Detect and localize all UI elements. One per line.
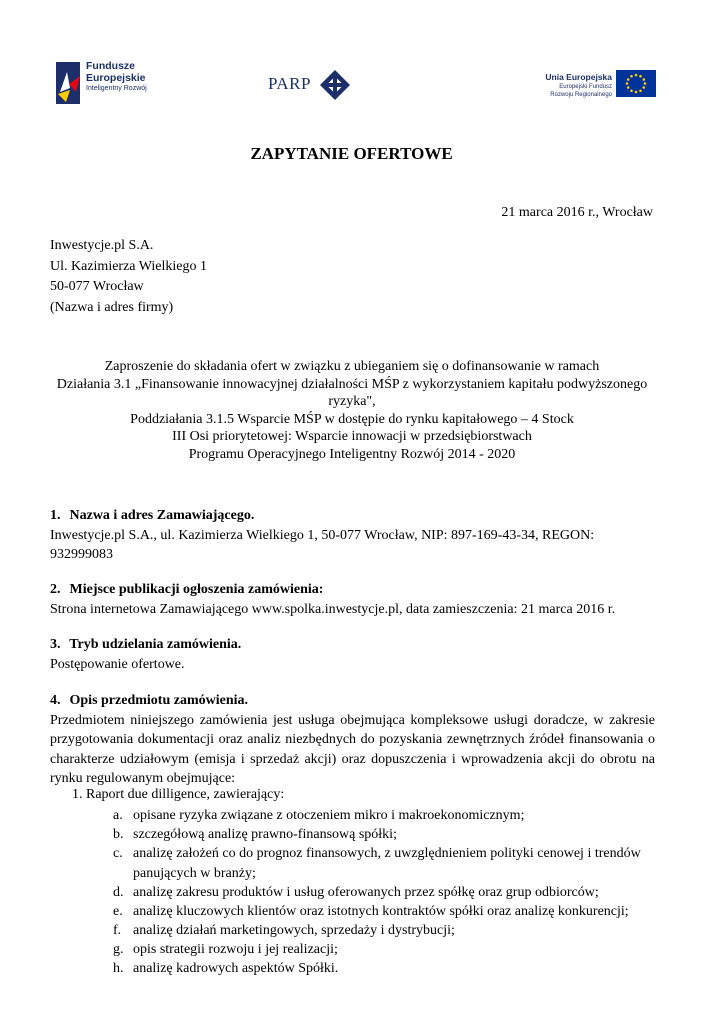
address-line: 50-077 Wrocław [50, 279, 144, 294]
ue-logo-line1: Unia Europejska [545, 72, 612, 82]
company-address [50, 236, 207, 318]
section-4 [50, 691, 655, 789]
document-date: 21 marca 2016 r., Wrocław [501, 205, 653, 220]
section-number: 1. [50, 508, 61, 523]
fe-logo-line2: Europejskie [86, 72, 146, 84]
section-number: 4. [50, 693, 61, 708]
section-body: Strona internetowa Zamawiającego www.spolka.inwestycje.pl, data zamieszczenia: 21 marca 2016 r. [50, 601, 616, 617]
fundusze-europejskie-logo [56, 60, 186, 108]
intro-line: III Osi priorytetowej: Wsparcie innowacji w przedsiębiorstwach [172, 429, 532, 444]
intro-line: Poddziałania 3.1.5 Wsparcie MŚP w dostępie do rynku kapitałowego – 4 Stock [130, 411, 574, 427]
fe-star-icon [56, 62, 84, 108]
unia-europejska-logo [380, 68, 660, 108]
address-line: Ul. Kazimierza Wielkiego 1 [50, 258, 208, 274]
section-heading: Tryb udzielania zamówienia. [69, 637, 242, 652]
logo-bar [50, 56, 660, 112]
section-3 [50, 635, 655, 674]
section-body: Inwestycje.pl S.A., ul. Kazimierza Wielkiego 1, 50-077 Wrocław, NIP: 897-169-43-34, REGON: 932999083 [50, 527, 595, 562]
section-number: 2. [50, 582, 61, 597]
list-subitem-c: c. analizę założeń co do prognoz finansowych, z uwzględnieniem polityki cenowej i trendów panujących w branży; [113, 846, 641, 881]
parp-logo [268, 70, 358, 100]
list-subitem-d: d. analizę zakresu produktów i usług oferowanych przez spółkę oraz grup odbiorców; [113, 885, 599, 900]
list-subitem-a: a. opisane ryzyka związane z otoczeniem mikro i makroekonomicznym; [113, 808, 525, 823]
eu-flag-icon [616, 70, 656, 97]
address-line: (Nazwa i adres firmy) [50, 299, 174, 315]
list-subitem-e: e. analizę kluczowych klientów oraz istotnych kontraktów spółki oraz analizę konkurencji; [113, 904, 629, 919]
list-subitem-h: h. analizę kadrowych aspektów Spółki. [113, 961, 339, 976]
intro-line: Zaproszenie do składania ofert w związku z ubieganiem się o dofinansowanie w ramach [104, 359, 600, 374]
section-body: Przedmiotem niniejszego zamówienia jest usługa obejmująca kompleksowe usługi doradcze, w zakresie przygotowania dokumentacji oraz analiz niezbędnych do pozyskania zewnętrznych źródeł finansowania o charakterze udziałowym (emisja i sprzedaż akcji) oraz dopuszczenia i wprowadzenia akcji do obrotu na rynku regulowanym obejmujące: [50, 712, 655, 786]
section-heading: Nazwa i adres Zamawiającego. [69, 508, 255, 523]
document-title: ZAPYTANIE OFERTOWE [250, 144, 453, 163]
intro-paragraph [42, 358, 662, 463]
section-body: Postępowanie ofertowe. [50, 656, 185, 672]
address-line: Inwestycje.pl S.A. [50, 238, 154, 253]
list-item-1: 1. Raport due dilligence, zawierający: [72, 787, 285, 802]
list-subitem-b: b. szczegółową analizę prawno-finansową spółki; [113, 827, 397, 842]
intro-line: Działania 3.1 „Finansowanie innowacyjnej działalności MŚP z wykorzystaniem kapitału podwyższonego ryzyka", [56, 376, 648, 409]
section-heading: Miejsce publikacji ogłoszenia zamówienia: [69, 582, 324, 597]
fe-logo-line1: Fundusze [86, 60, 135, 72]
section-2 [50, 580, 655, 619]
parp-diamond-icon [320, 70, 350, 100]
fe-logo-line3: Inteligentny Rozwój [86, 85, 147, 92]
section-number: 3. [50, 637, 61, 652]
list-subitem-g: g. opis strategii rozwoju i jej realizacji; [113, 942, 338, 957]
ue-logo-line2: Europejski Fundusz [559, 84, 612, 90]
section-heading: Opis przedmiotu zamówienia. [69, 693, 248, 708]
ue-logo-line3: Rozwoju Regionalnego [550, 92, 612, 98]
list-subitem-f: f. analizę działań marketingowych, sprzedaży i dystrybucji; [113, 923, 455, 938]
intro-line: Programu Operacyjnego Inteligentny Rozwój 2014 - 2020 [188, 446, 516, 462]
parp-logo-text: PARP [268, 74, 311, 93]
section-1 [50, 506, 655, 565]
